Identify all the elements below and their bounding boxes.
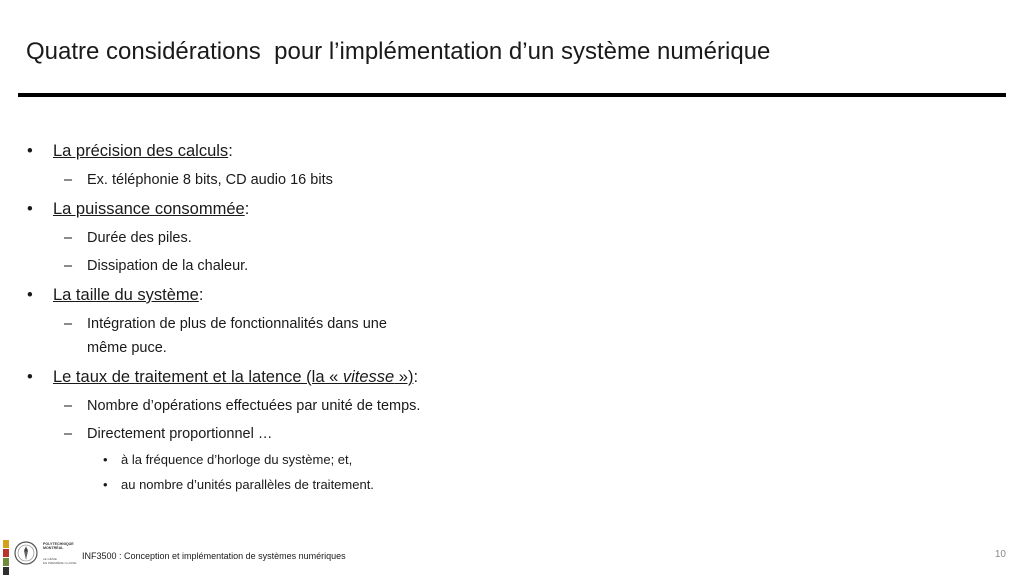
bullet-dot: •	[27, 368, 33, 386]
sub-sub-bullet-text: à la fréquence d’horloge du système; et,	[121, 452, 353, 467]
sub-sub-bullet-text: au nombre d’unités parallèles de traitement.	[121, 477, 374, 492]
dash-marker: –	[64, 172, 73, 188]
bullet-label: La puissance consommée	[53, 200, 245, 218]
sub-bullet-text: Dissipation de la chaleur.	[87, 258, 249, 274]
logo-wordmark: POLYTECHNIQUE MONTRÉAL	[43, 542, 74, 551]
bullet-dot: •	[27, 142, 33, 160]
strip-color-4	[3, 567, 9, 575]
sub-bullet-text-line1: Intégration de plus de fonctionnalités dans une	[87, 316, 387, 332]
bullet-dot: •	[27, 286, 33, 304]
dash-marker: –	[64, 230, 73, 246]
sub-bullet-text: Directement proportionnel …	[87, 426, 273, 442]
bullet-label: Le taux de traitement et la latence (la « vitesse »)	[53, 368, 414, 386]
sub-bullet-text: Ex. téléphonie 8 bits, CD audio 16 bits	[87, 172, 333, 188]
page-number: 10	[994, 549, 1006, 560]
brand-color-strip	[3, 540, 9, 574]
sub-bullet-text: Nombre d’opérations effectuées par unité de temps.	[87, 398, 421, 414]
bullet-dot: •	[27, 200, 33, 218]
sub-bullet-text-line2: même puce.	[87, 340, 167, 356]
strip-color-3	[3, 558, 9, 566]
dash-marker: –	[64, 426, 73, 442]
dash-marker: –	[64, 258, 73, 274]
dash-marker: –	[64, 398, 73, 414]
footer-course-title: INF3500 : Conception et implémentation de systèmes numériques	[82, 551, 346, 561]
bullet-dot: •	[103, 452, 108, 467]
bullet-label: La précision des calculs	[53, 142, 229, 160]
slide-content: • La précision des calculs: – Ex. téléphonie 8 bits, CD audio 16 bits • La puissance consommée: – Durée des piles. – Dissipation de la chaleur. • La taille du système: – Intégration de plus de fonctionnalités dans une même puce. • Le taux de traitement et la latence (la « vitesse »): – Nombre d’opérations effectuées par unité de temps. – Directement proportionnel … • à la fréquence d’horloge du système; et, • au nombre d’unités parallèles de traitement.	[27, 142, 421, 492]
bullet-dot: •	[103, 477, 108, 492]
dash-marker: –	[64, 316, 73, 332]
strip-color-2	[3, 549, 9, 557]
slide-title: Quatre considérations pour l’implémentation d’un système numérique	[26, 38, 771, 65]
logo-tagline: LE GÉNIE EN PREMIÈRE CLASSE	[43, 557, 77, 565]
polytechnique-seal-icon	[14, 541, 38, 565]
strip-color-1	[3, 540, 9, 548]
sub-bullet-text: Durée des piles.	[87, 230, 192, 246]
bullet-label: La taille du système	[53, 286, 199, 304]
